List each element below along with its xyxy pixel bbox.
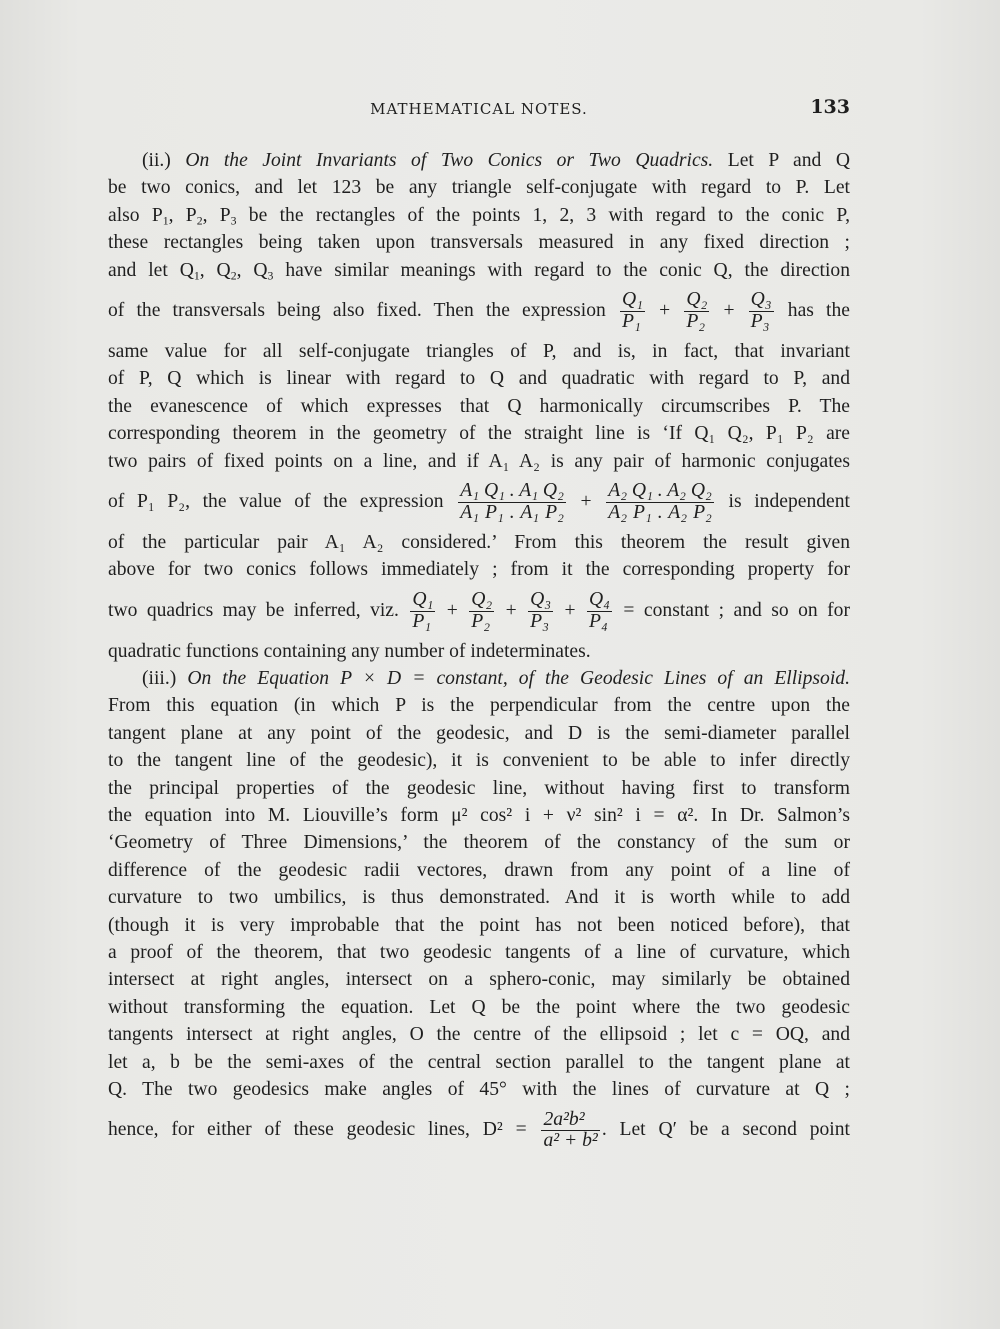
- fraction-numerator: Q₂: [471, 589, 493, 611]
- fraction: [458, 481, 566, 523]
- subscript: 3: [267, 269, 274, 283]
- text-line: of the particular pair A₁ A₂ considered.’ From this theorem the result given: [108, 531, 850, 553]
- subscript: 2: [196, 214, 203, 228]
- fraction: [620, 290, 645, 332]
- plus-sign: +: [496, 599, 527, 621]
- fraction-numerator: Q₁: [622, 289, 643, 311]
- fraction: [749, 290, 774, 332]
- fraction: [587, 590, 612, 632]
- section-iii-heading-line: [108, 665, 850, 692]
- subscript: 1: [193, 269, 200, 283]
- text-span: have similar meanings with regard to the conic Q, the direction: [273, 259, 850, 281]
- text-line: a proof of the theorem, that two geodesic tangents of a line of curvature, which: [108, 941, 850, 963]
- text-span: , P: [202, 204, 231, 226]
- text-line: the evanescence of which expresses that Q harmonically circumscribes P. The: [108, 395, 850, 417]
- formula-line-1: [108, 284, 850, 338]
- text-line: curvature to two umbilics, is thus demonstrated. And it is worth while to add: [108, 887, 850, 909]
- fraction: [684, 290, 709, 332]
- text-line: above for two conics follows immediately ; from it the corresponding property for: [108, 559, 850, 581]
- text-line: two pairs of fixed points on a line, and if A₁ A₂ is any pair of harmonic conjugates: [108, 450, 850, 472]
- text-span: also P: [108, 204, 163, 226]
- formula-harmonic-expression: [456, 480, 716, 523]
- body-text: [108, 147, 850, 1157]
- text-span: = constant ; and so on for: [623, 599, 850, 621]
- section-ii-title: On the Joint Invariants of Two Conics or Two Quadrics.: [185, 150, 714, 171]
- text-line: difference of the geodesic radii vectores, drawn from any point of a line of: [108, 859, 850, 881]
- text-line: of P, Q which is linear with regard to Q and quadratic with regard to P, and: [108, 368, 850, 390]
- section-ii-heading-line: [108, 147, 850, 174]
- fraction-denominator: P₃: [530, 610, 549, 632]
- plus-sign: +: [437, 599, 468, 621]
- fraction-numerator: Q₃: [530, 589, 552, 611]
- fraction-numerator: Q₃: [750, 289, 772, 311]
- text-span: is independent: [728, 490, 850, 512]
- text-line: be two conics, and let 123 be any triangle self-conjugate with regard to P. Let: [108, 177, 850, 199]
- fraction-denominator: P₃: [750, 310, 770, 332]
- formula-line-3: [108, 584, 850, 638]
- text-line: without transforming the equation. Let Q be the point where the two geodesic: [108, 996, 850, 1018]
- text-line: these rectangles being taken upon transversals measured in any fixed direction ;: [108, 232, 850, 254]
- subscript: 3: [230, 214, 237, 228]
- fraction-denominator: P₁: [622, 310, 641, 332]
- text-span: be the rectangles of the points 1, 2, 3 with regard to the conic P,: [236, 204, 850, 226]
- text-line: let a, b be the semi-axes of the central section parallel to the tangent plane at: [108, 1051, 850, 1073]
- formula-d-squared: [539, 1108, 601, 1152]
- fraction: [528, 590, 553, 632]
- fraction-numerator: Q₄: [589, 589, 610, 611]
- formula-line-4: [108, 1103, 850, 1157]
- page-header: [108, 96, 850, 122]
- text-line: tangent plane at any point of the geodesic, and D is the semi-diameter parallel: [108, 722, 850, 744]
- text-line: same value for all self-conjugate triangles of P, and is, in fact, that invariant: [108, 340, 850, 362]
- text-span: , Q: [236, 259, 268, 281]
- fraction-numerator: Q₂: [686, 289, 708, 311]
- fraction-denominator: P₂: [471, 610, 491, 632]
- plus-sign: +: [646, 299, 683, 321]
- formula-quadrics-sum: [408, 589, 614, 632]
- text-line: tangents intersect at right angles, O the centre of the ellipsoid ; let c = OQ, and: [108, 1024, 850, 1046]
- fraction: [410, 590, 435, 632]
- text-line: corresponding theorem in the geometry of the straight line is ‘If Q₁ Q₂, P₁ P₂ are: [108, 423, 850, 445]
- text-span: hence, for either of these geodesic lines, D² =: [108, 1119, 527, 1141]
- text-line: From this equation (in which P is the perpendicular from the centre upon the: [108, 695, 850, 717]
- section-ii-label: (ii.): [142, 150, 171, 171]
- page-number: 133: [810, 96, 850, 118]
- text-span: Let P and Q: [727, 150, 851, 171]
- fraction: [606, 481, 714, 523]
- running-title: MATHEMATICAL NOTES.: [370, 100, 588, 118]
- subscript: 1: [162, 214, 169, 228]
- text-line: quadratic functions containing any number of indeterminates.: [108, 640, 591, 662]
- text-span: of P₁ P₂, the value of the expression: [108, 490, 444, 512]
- fraction-denominator: P₁: [412, 610, 432, 632]
- fraction-numerator: A₁ Q₁ . A₁ Q₂: [460, 480, 564, 502]
- fraction-numerator: A₂ Q₁ . A₂ Q₂: [608, 480, 712, 502]
- fraction-denominator: A₂ P₁ . A₂ P₂: [608, 501, 712, 523]
- text-span: two quadrics may be inferred, viz.: [108, 599, 399, 621]
- formula-line-2: [108, 475, 850, 529]
- text-line: the principal properties of the geodesic line, without having first to transform: [108, 777, 850, 799]
- fraction: [469, 590, 494, 632]
- text-span: and let Q: [108, 259, 194, 281]
- fraction-denominator: P₂: [686, 310, 706, 332]
- text-span: . Let Q′ be a second point: [601, 1119, 850, 1141]
- text-line: [108, 257, 850, 284]
- fraction-numerator: 2a²b²: [541, 1110, 599, 1132]
- formula-sum-q-over-p: [618, 289, 776, 332]
- plus-sign: +: [555, 599, 586, 621]
- text-span: , P: [168, 204, 197, 226]
- text-line: ‘Geometry of Three Dimensions,’ the theorem of the constancy of the sum or: [108, 832, 850, 854]
- fraction-denominator: P₄: [589, 610, 608, 632]
- text-line: (though it is very improbable that the point has not been noticed before), that: [108, 914, 850, 936]
- section-iii-label: (iii.): [142, 668, 177, 690]
- subscript: 2: [230, 269, 237, 283]
- text-line: [108, 202, 850, 229]
- text-line: Q. The two geodesics make angles of 45° with the lines of curvature at Q ;: [108, 1078, 850, 1100]
- plus-sign: +: [711, 299, 747, 321]
- text-span: has the: [787, 299, 850, 321]
- text-line: to the tangent line of the geodesic), it is convenient to be able to infer directly: [108, 750, 850, 772]
- text-span: , Q: [199, 259, 231, 281]
- text-line: intersect at right angles, intersect on a sphero-conic, may similarly be obtained: [108, 969, 850, 991]
- fraction-denominator: A₁ P₁ . A₁ P₂: [460, 501, 564, 523]
- text-span: of the transversals being also fixed. Then the expression: [108, 299, 606, 321]
- fraction: [541, 1110, 599, 1152]
- plus-sign: +: [567, 490, 605, 512]
- fraction-numerator: Q₁: [412, 589, 434, 611]
- section-iii-title: On the Equation P × D = constant, of the Geodesic Lines of an Ellipsoid.: [187, 668, 850, 690]
- fraction-denominator: a² + b²: [543, 1130, 598, 1152]
- text-line: the equation into M. Liouville’s form μ² cos² i + ν² sin² i = α². In Dr. Salmon’s: [108, 805, 850, 827]
